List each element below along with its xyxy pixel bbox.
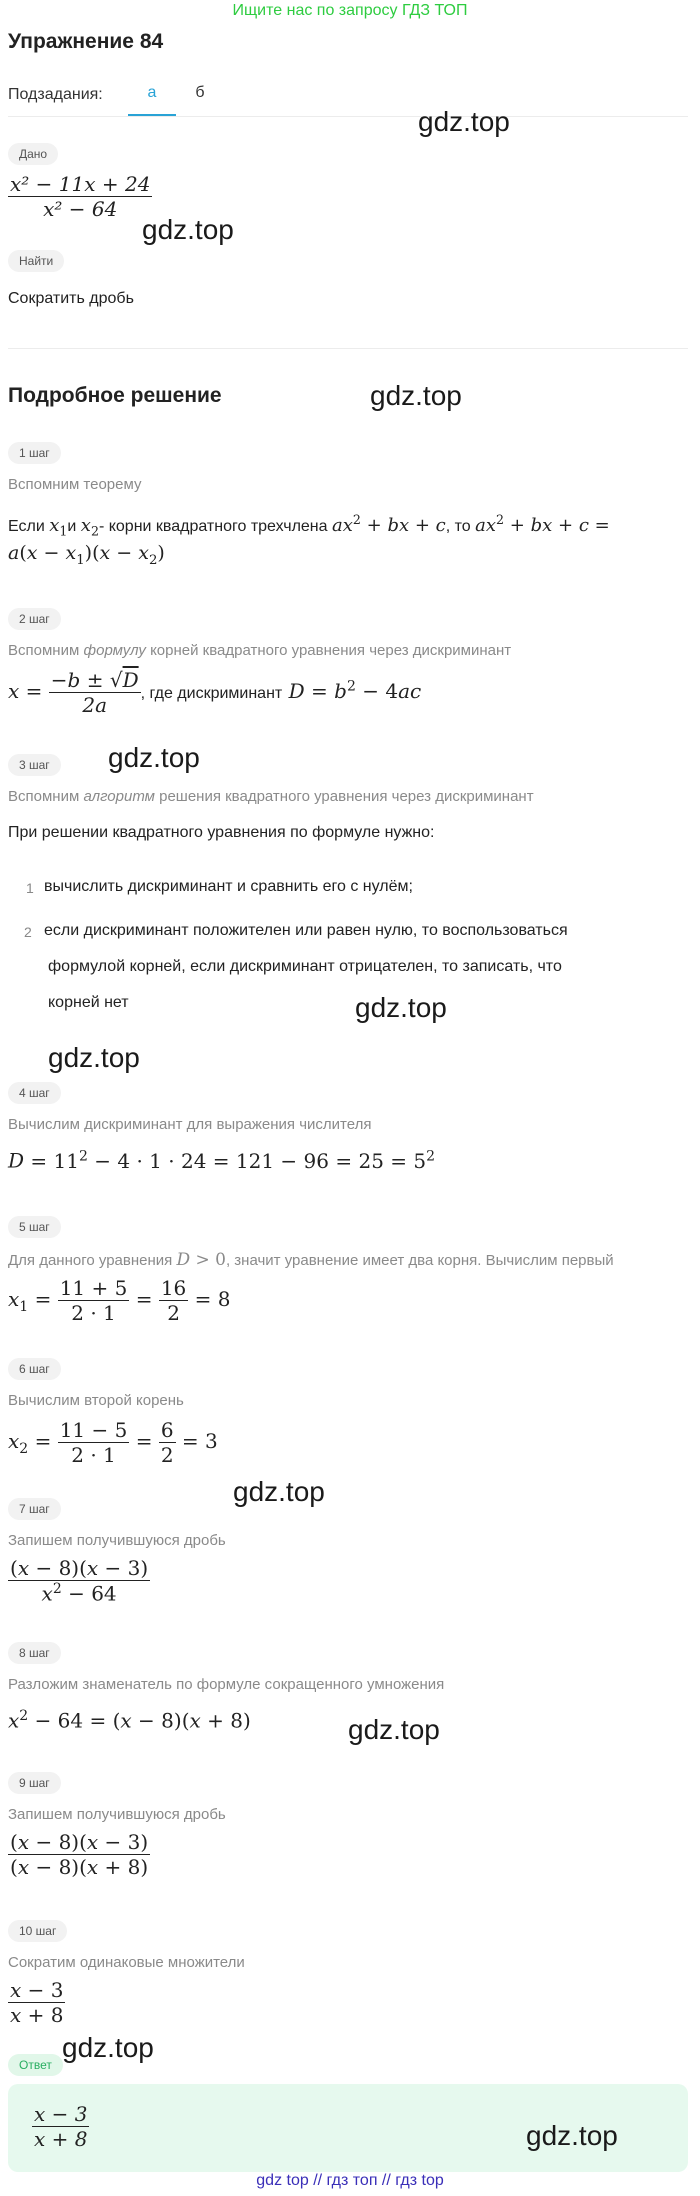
watermark: gdz.top (526, 2120, 618, 2151)
subtasks-label: Подзадания: (8, 86, 103, 103)
section-divider (8, 348, 688, 349)
step-hint (8, 642, 511, 659)
step-badge: 5 шаг (8, 1216, 61, 1238)
given-expression (8, 172, 152, 221)
step-hint: Сократим одинаковые множители (8, 1954, 245, 1971)
step-badge: 8 шаг (8, 1642, 61, 1664)
step-3-hint-b: решения квадратного уравнения через дискриминант (159, 788, 534, 805)
step-hint: Вычислим второй корень (8, 1392, 184, 1409)
step-hint: Разложим знаменатель по формуле сокращенного умножения (8, 1676, 445, 1693)
step-1-text-c: - корни квадратного трехчлена (98, 518, 328, 535)
watermark: gdz.top (62, 2032, 154, 2063)
tab-subtask-a[interactable]: а (128, 84, 176, 116)
list-item: вычислить дискриминант и сравнить его с нулём; (44, 878, 413, 895)
step-6-formula: $x_2$ = $\frac{11 - 5}{2 \cdot 1}$ = $\frac{6}{2}$ = 3 (8, 1418, 218, 1467)
step-1-formula: $a(x - x_1)(x - x_2)$ (8, 542, 165, 568)
step-hint: Запишем получившуюся дробь (8, 1532, 226, 1549)
step-1-text: Если $x_1и$ $x_2-$ корни квадратного трехчлена $ax^2$ + bx + c, то $ax^2$ + bx + c = (8, 512, 610, 539)
watermark: gdz.top (355, 992, 447, 1023)
tabs-divider (8, 116, 688, 117)
step-2-hint-b: корней квадратного уравнения через дискриминант (150, 642, 512, 659)
given-denominator: x² − 64 (8, 196, 152, 221)
step-1-text-b: и (67, 518, 77, 535)
answer-badge: Ответ (8, 2054, 63, 2076)
step-badge: 4 шаг (8, 1082, 61, 1104)
step-9-formula: $\frac{(x - 8)(x - 3)}{(x - 8)(x + 8)}$ (10, 1830, 149, 1879)
step-badge: 6 шаг (8, 1358, 61, 1380)
step-5-hint-b: , значит уравнение имеет два корня. Вычислим первый (225, 1252, 614, 1269)
step-5-hint-a: Для данного уравнения (8, 1252, 173, 1269)
answer-formula (32, 2102, 89, 2151)
list-item-line: корней нет (48, 994, 129, 1011)
solution-title: Подробное решение (8, 384, 222, 407)
watermark: gdz.top (370, 380, 462, 411)
step-2-formula: x = $\frac{-b \pm √D}{2a}$ , где дискриминант $D = b^2 - 4ac$ (8, 668, 422, 717)
watermark: gdz.top (48, 1042, 140, 1073)
page-title: Упражнение 84 (8, 30, 164, 53)
step-3-hint-em: алгоритм (83, 788, 155, 805)
step-2-hint-a: Вспомним (8, 642, 80, 659)
step-hint: Вспомним теорему (8, 476, 142, 493)
step-badge: 2 шаг (8, 608, 61, 630)
watermark: gdz.top (233, 1476, 325, 1507)
step-10-formula: $\frac{x - 3}{x + 8}$ (10, 1978, 64, 2027)
step-5-formula: $x_1$ = $\frac{11 + 5}{2 \cdot 1}$ = $\frac{16}{2}$ = 8 (8, 1276, 231, 1325)
footer-links[interactable]: gdz top // гдз топ // гдз top (256, 2172, 444, 2189)
given-numerator: x² − 11x + 24 (10, 172, 151, 196)
step-hint: Запишем получившуюся дробь (8, 1806, 226, 1823)
tab-subtask-b[interactable]: б (195, 84, 205, 101)
answer-numerator: x − 3 (34, 2102, 88, 2126)
step-badge: 3 шаг (8, 754, 61, 776)
list-number: 1 (26, 880, 34, 896)
watermark: gdz.top (142, 214, 234, 245)
step-3-text: При решении квадратного уравнения по формуле нужно: (8, 824, 435, 841)
list-item-line: если дискриминант положителен или равен нулю, то воспользоваться (44, 922, 568, 939)
step-4-formula: $D = 11^2 - 4 \cdot 1 \cdot 24 = 121 - 96 = 25 = 5^2$ (8, 1148, 436, 1173)
answer-denominator: x + 8 (34, 2127, 88, 2151)
step-hint: Вычислим дискриминант для выражения числителя (8, 1116, 372, 1133)
step-badge: 10 шаг (8, 1920, 67, 1942)
step-8-formula: $x^2 - 64 = (x - 8)(x + 8)$ (8, 1708, 251, 1733)
step-1-text-a: Если (8, 518, 45, 535)
find-text: Сократить дробь (8, 290, 134, 307)
step-badge: 9 шаг (8, 1772, 61, 1794)
step-hint (8, 788, 534, 805)
step-hint: Для данного уравнения D > 0, значит уравнение имеет два корня. Вычислим первый (8, 1250, 614, 1270)
step-1-text-d: , то (445, 518, 471, 535)
step-3-hint-a: Вспомним (8, 788, 80, 805)
find-badge: Найти (8, 250, 64, 272)
step-2-text: , где дискриминант (140, 685, 283, 702)
step-2-hint-em: формулу (83, 642, 146, 659)
list-number: 2 (24, 924, 32, 940)
top-banner[interactable]: Ищите нас по запросу ГДЗ ТОП (232, 2, 468, 19)
watermark: gdz.top (348, 1714, 440, 1745)
step-7-formula: $\frac{(x - 8)(x - 3)}{x^2 - 64}$ (10, 1556, 149, 1606)
step-badge: 7 шаг (8, 1498, 61, 1520)
watermark: gdz.top (108, 742, 200, 773)
watermark: gdz.top (418, 106, 510, 137)
step-badge: 1 шаг (8, 442, 61, 464)
list-item-line: формулой корней, если дискриминант отрицателен, то записать, что (48, 958, 562, 975)
given-badge: Дано (8, 143, 58, 165)
